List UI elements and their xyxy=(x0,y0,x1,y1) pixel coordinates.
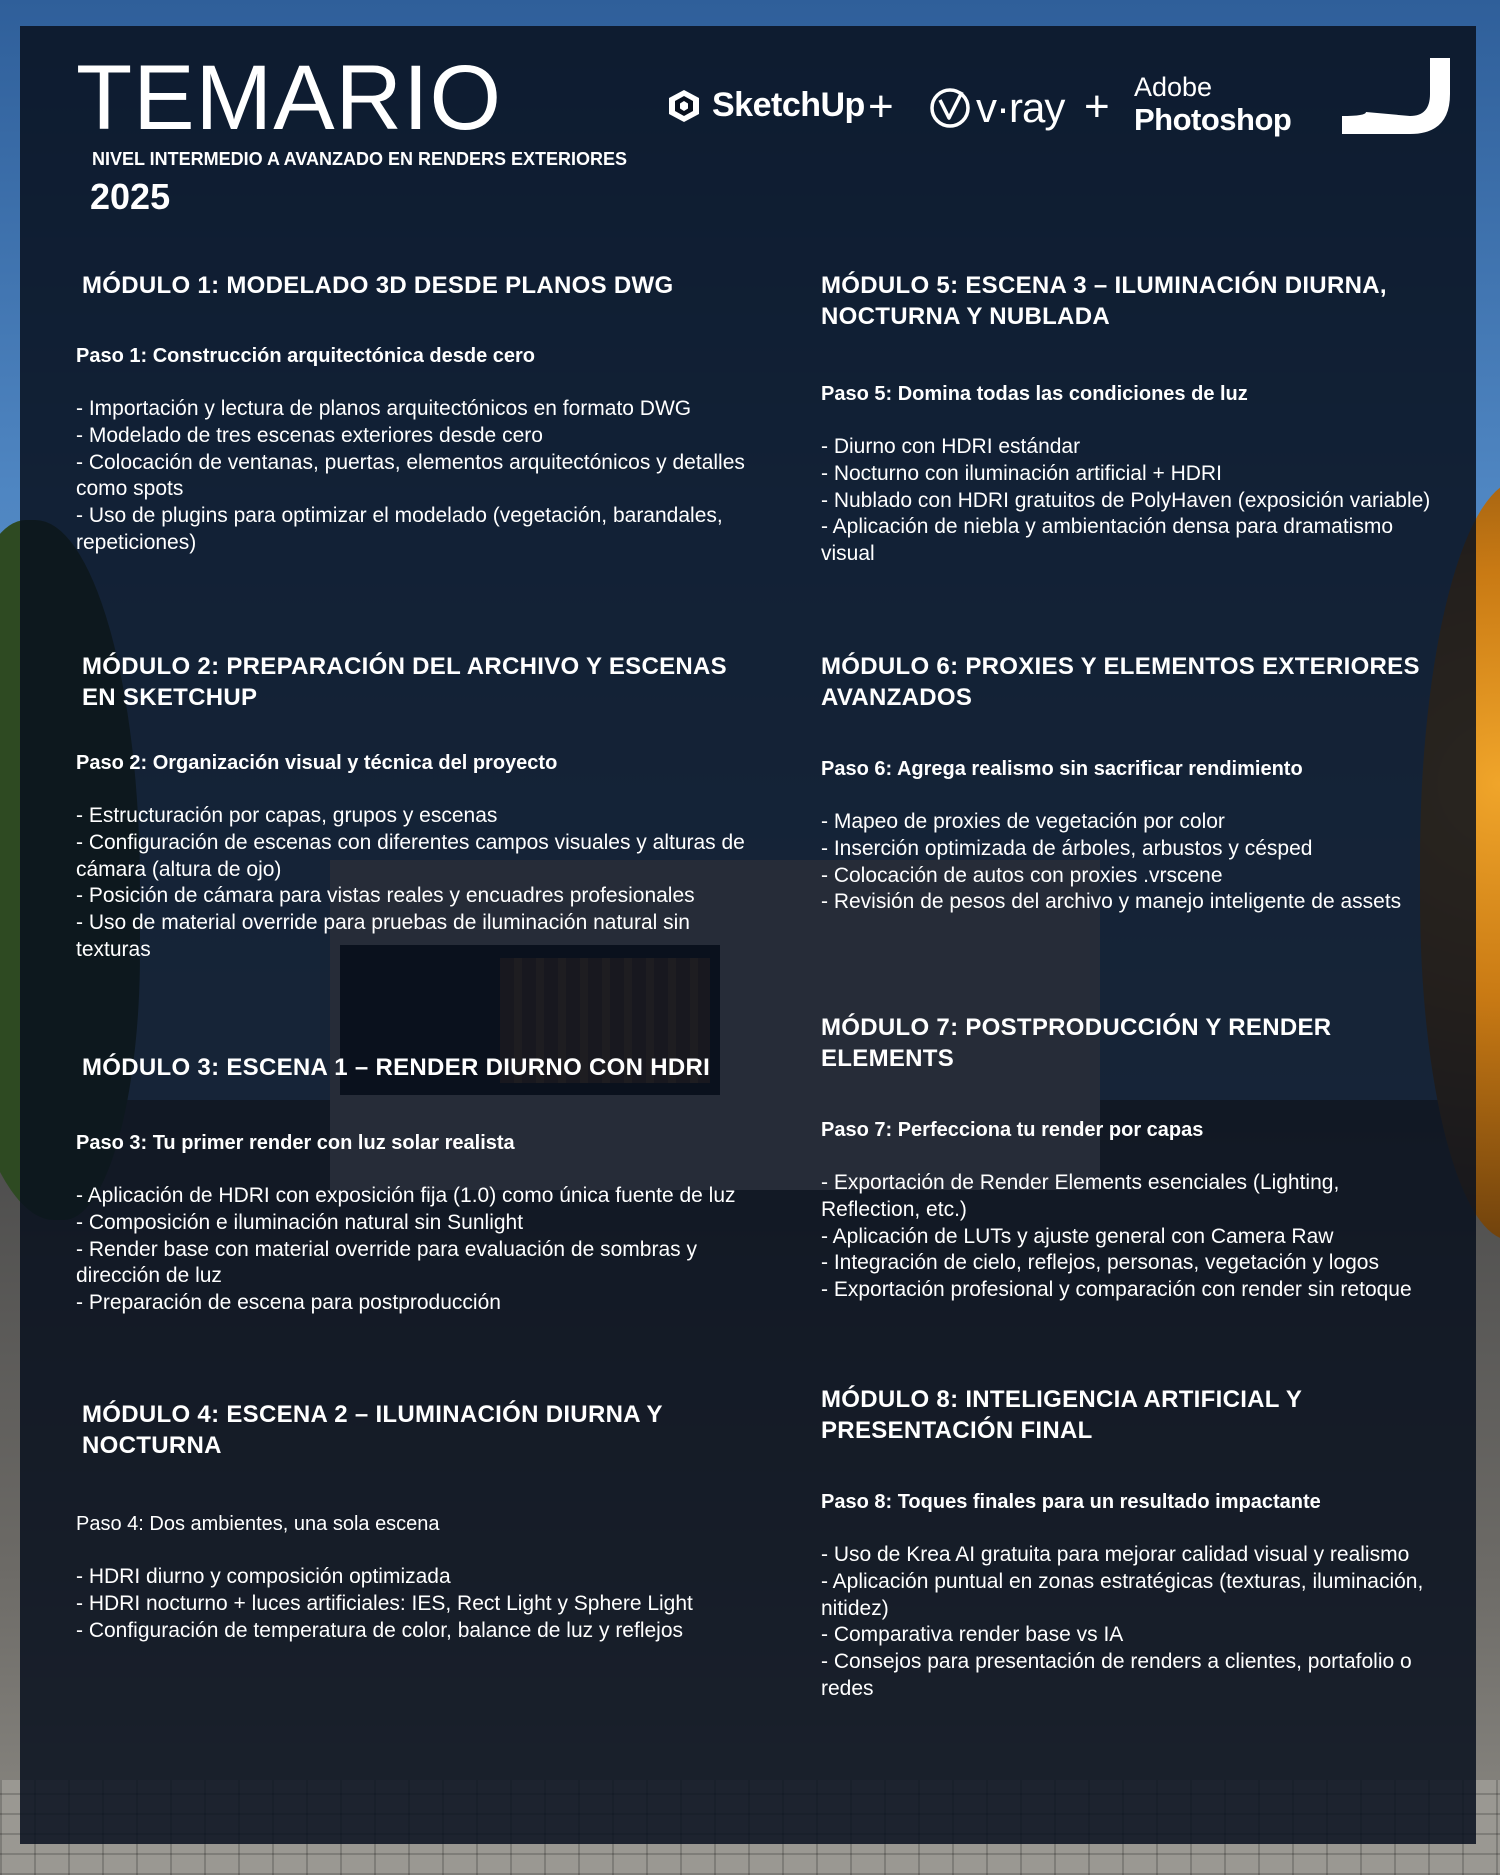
list-item: - Importación y lectura de planos arquitectónicos en formato DWG xyxy=(76,397,692,420)
module-5-title: MÓDULO 5: ESCENA 3 – ILUMINACIÓN DIURNA, NOCTURNA Y NUBLADA xyxy=(821,272,1387,330)
module-4-list xyxy=(76,1564,756,1644)
module-8-step: Paso 8: Toques finales para un resultado impactante xyxy=(821,1491,1321,1513)
module-1-title: MÓDULO 1: MODELADO 3D DESDE PLANOS DWG xyxy=(82,272,674,299)
list-item: - Estructuración por capas, grupos y escenas xyxy=(76,804,498,827)
list-item: - Preparación de escena para postproducción xyxy=(76,1291,501,1315)
list-item: - Uso de material override para pruebas de iluminación natural sin texturas xyxy=(76,911,690,961)
module-5-step: Paso 5: Domina todas las condiciones de luz xyxy=(821,383,1248,405)
list-item: - Aplicación de HDRI con exposición fija (1.0) como única fuente de luz xyxy=(76,1184,736,1207)
list-item: - Posición de cámara para vistas reales y encuadres profesionales xyxy=(76,884,695,908)
vray-logo-icon xyxy=(928,86,972,130)
list-item: - Nocturno con iluminación artificial + HDRI xyxy=(821,461,1222,485)
sketchup-logo-icon xyxy=(666,88,702,124)
list-item: - Inserción optimizada de árboles, arbustos y césped xyxy=(821,836,1313,860)
list-item: - Colocación de autos con proxies .vrscene xyxy=(821,863,1223,887)
module-6-title: MÓDULO 6: PROXIES Y ELEMENTOS EXTERIORES AVANZADOS xyxy=(821,653,1420,711)
list-item: - Uso de plugins para optimizar el modelado (vegetación, barandales, repeticiones) xyxy=(76,504,723,554)
list-item: - Revisión de pesos del archivo y manejo inteligente de assets xyxy=(821,890,1402,914)
list-item: - Modelado de tres escenas exteriores desde cero xyxy=(76,423,543,447)
module-4-title: MÓDULO 4: ESCENA 2 – ILUMINACIÓN DIURNA Y NOCTURNA xyxy=(82,1401,663,1459)
module-2-title: MÓDULO 2: PREPARACIÓN DEL ARCHIVO Y ESCENAS EN SKETCHUP xyxy=(82,653,727,711)
page-subtitle: NIVEL INTERMEDIO A AVANZADO EN RENDERS EXTERIORES xyxy=(92,149,628,169)
list-item: - Mapeo de proxies de vegetación por color xyxy=(821,810,1225,833)
sketchup-wordmark: SketchUp xyxy=(712,86,865,124)
list-item: - Integración de cielo, reflejos, personas, vegetación y logos xyxy=(821,1251,1379,1275)
module-1-list xyxy=(76,396,756,557)
module-7-title: MÓDULO 7: POSTPRODUCCIÓN Y RENDER ELEMENTS xyxy=(821,1014,1332,1072)
list-item: - Consejos para presentación de renders a clientes, portafolio o redes xyxy=(821,1650,1412,1700)
list-item: - Aplicación de LUTs y ajuste general con Camera Raw xyxy=(821,1224,1334,1248)
module-2-list xyxy=(76,803,756,964)
module-8-list xyxy=(821,1542,1431,1703)
list-item: - Nublado con HDRI gratuitos de PolyHaven (exposición variable) xyxy=(821,488,1431,512)
list-item: - Configuración de temperatura de color, balance de luz y reflejos xyxy=(76,1618,684,1642)
module-4-step: Paso 4: Dos ambientes, una sola escena xyxy=(76,1513,440,1535)
plus-sign: + xyxy=(868,82,894,131)
module-3-list xyxy=(76,1183,756,1317)
photoshop-wordmark: Photoshop xyxy=(1134,102,1292,137)
list-item: - Aplicación de niebla y ambientación densa para dramatismo visual xyxy=(821,515,1393,566)
module-7-step: Paso 7: Perfecciona tu render por capas xyxy=(821,1119,1204,1141)
module-3-step: Paso 3: Tu primer render con luz solar realista xyxy=(76,1132,515,1154)
module-3-title: MÓDULO 3: ESCENA 1 – RENDER DIURNO CON HDRI xyxy=(82,1054,711,1081)
page-year: 2025 xyxy=(90,176,171,217)
module-8-title: MÓDULO 8: INTELIGENCIA ARTIFICIAL Y PRESENTACIÓN FINAL xyxy=(821,1386,1302,1444)
module-6-step: Paso 6: Agrega realismo sin sacrificar rendimiento xyxy=(821,758,1303,780)
module-2-step: Paso 2: Organización visual y técnica del proyecto xyxy=(76,752,558,774)
list-item: - HDRI diurno y composición optimizada xyxy=(76,1565,451,1588)
list-item: - Configuración de escenas con diferentes campos visuales y alturas de cámara (altura de ojo) xyxy=(76,830,745,881)
page-title: TEMARIO xyxy=(76,47,503,149)
vray-wordmark: v·ray xyxy=(976,84,1065,131)
list-item: - Aplicación puntual en zonas estratégicas (texturas, iluminación, nitidez) xyxy=(821,1569,1424,1620)
list-item: - Composición e iluminación natural sin Sunlight xyxy=(76,1210,524,1234)
list-item: - Colocación de ventanas, puertas, elementos arquitectónicos y detalles como spots xyxy=(76,450,745,501)
list-item: - Render base con material override para evaluación de sombras y dirección de luz xyxy=(76,1237,697,1288)
j-logo-icon xyxy=(1338,54,1454,138)
list-item: - Uso de Krea AI gratuita para mejorar calidad visual y realismo xyxy=(821,1543,1410,1566)
list-item: - Comparativa render base vs IA xyxy=(821,1623,1124,1647)
list-item: - Diurno con HDRI estándar xyxy=(821,435,1081,458)
list-item: - Exportación de Render Elements esenciales (Lighting, Reflection, etc.) xyxy=(821,1171,1340,1221)
adobe-wordmark: Adobe xyxy=(1134,72,1213,102)
module-7-list xyxy=(821,1170,1431,1304)
plus-sign: + xyxy=(1084,82,1110,131)
list-item: - Exportación profesional y comparación con render sin retoque xyxy=(821,1278,1412,1302)
module-5-list xyxy=(821,434,1431,568)
module-1-step: Paso 1: Construcción arquitectónica desde cero xyxy=(76,345,536,367)
list-item: - HDRI nocturno + luces artificiales: IES, Rect Light y Sphere Light xyxy=(76,1591,693,1615)
module-6-list xyxy=(821,809,1431,916)
